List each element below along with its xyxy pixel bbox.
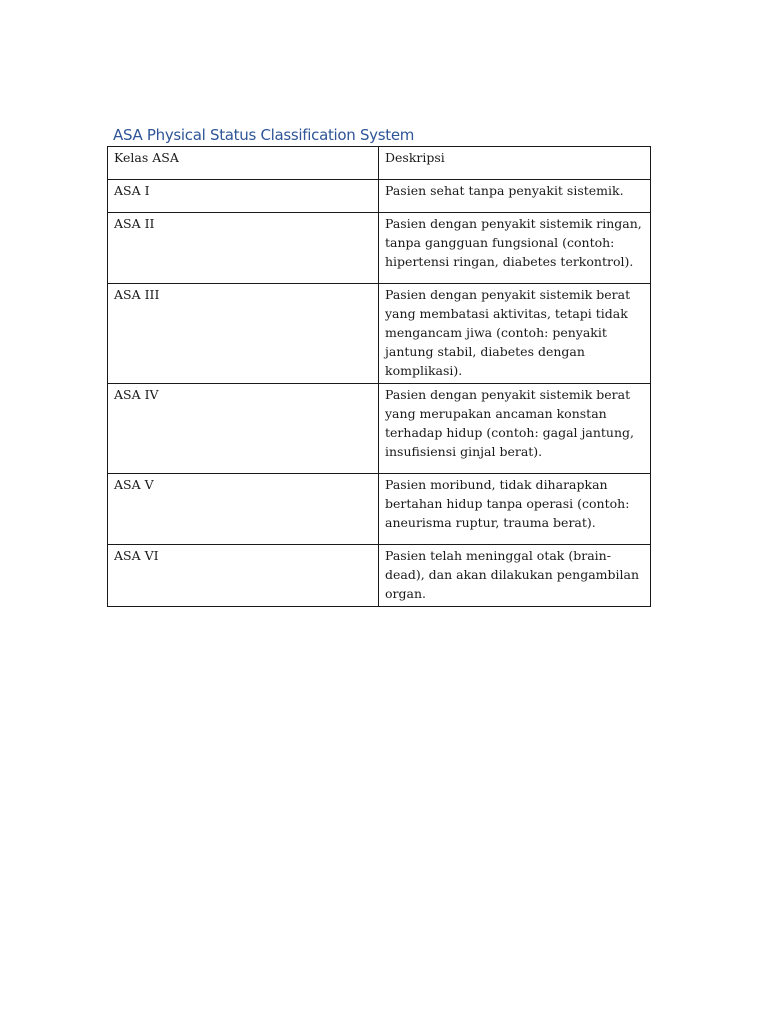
cell-deskripsi: Pasien moribund, tidak diharapkan bertahan hidup tanpa operasi (contoh: aneurisma ruptur, trauma berat). xyxy=(379,474,651,545)
table-header-row xyxy=(108,147,651,180)
cell-deskripsi: Pasien sehat tanpa penyakit sistemik. xyxy=(379,180,651,213)
cell-kelas: ASA V xyxy=(108,474,379,545)
cell-kelas: ASA II xyxy=(108,213,379,284)
header-kelas-asa: Kelas ASA xyxy=(108,147,379,180)
table-row xyxy=(108,545,651,607)
cell-deskripsi: Pasien telah meninggal otak (brain-dead), dan akan dilakukan pengambilan organ. xyxy=(379,545,651,607)
cell-kelas: ASA III xyxy=(108,284,379,384)
cell-deskripsi: Pasien dengan penyakit sistemik berat yang merupakan ancaman konstan terhadap hidup (contoh: gagal jantung, insufisiensi ginjal berat). xyxy=(379,384,651,474)
document-title: ASA Physical Status Classification System xyxy=(113,126,415,144)
table-row xyxy=(108,384,651,474)
table-row xyxy=(108,180,651,213)
cell-deskripsi: Pasien dengan penyakit sistemik berat yang membatasi aktivitas, tetapi tidak mengancam jiwa (contoh: penyakit jantung stabil, diabetes dengan komplikasi). xyxy=(379,284,651,384)
table-row xyxy=(108,474,651,545)
cell-kelas: ASA I xyxy=(108,180,379,213)
cell-deskripsi: Pasien dengan penyakit sistemik ringan, tanpa gangguan fungsional (contoh: hipertensi ringan, diabetes terkontrol). xyxy=(379,213,651,284)
asa-classification-table xyxy=(107,146,651,607)
table-row xyxy=(108,213,651,284)
table-row xyxy=(108,284,651,384)
cell-kelas: ASA VI xyxy=(108,545,379,607)
cell-kelas: ASA IV xyxy=(108,384,379,474)
header-deskripsi: Deskripsi xyxy=(379,147,651,180)
